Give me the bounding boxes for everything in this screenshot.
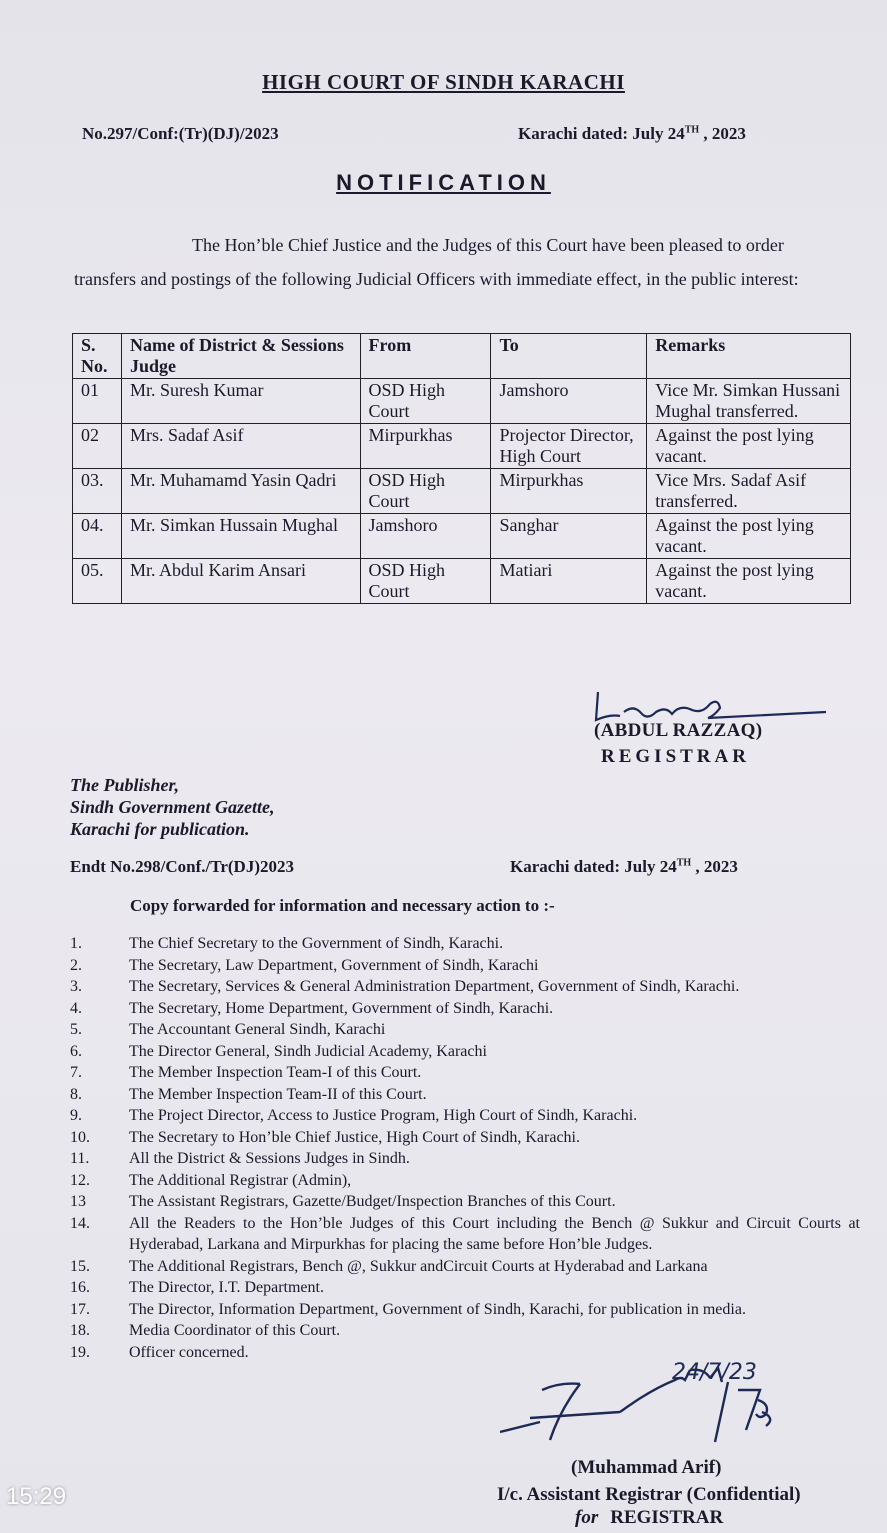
list-item-number: 11. — [70, 1150, 90, 1167]
table-header-row — [73, 334, 851, 379]
publisher-address: The Publisher, Sindh Government Gazette, Karachi for publication. — [70, 775, 275, 839]
registrar-title: REGISTRAR — [601, 746, 750, 767]
list-item — [70, 1041, 860, 1063]
list-item — [70, 1127, 860, 1149]
transfers-table — [72, 333, 851, 604]
list-item-number: 10. — [70, 1128, 90, 1146]
list-item-text: The Chief Secretary to the Government of Sindh, Karachi. — [129, 935, 504, 952]
endorsement-ref-no: Endt No.298/Conf./Tr(DJ)2023 — [70, 857, 294, 876]
table-row: 03. Mr. Muhamamd Yasin Qadri OSD High Court Mirpurkhas Vice Mrs. Sadaf Asif transferred. — [73, 469, 851, 514]
list-item — [70, 1062, 860, 1084]
list-item — [70, 1213, 860, 1256]
list-item-text: The Director, Information Department, Government of Sindh, Karachi, for publication in media. — [129, 1300, 746, 1318]
list-item-number: 15. — [70, 1257, 90, 1275]
list-item-number: 16. — [70, 1279, 90, 1296]
table-row: 04. Mr. Simkan Hussain Mughal Jamshoro Sanghar Against the post lying vacant. — [73, 514, 851, 559]
list-item — [70, 1256, 860, 1278]
list-item-text: All the District & Sessions Judges in Sindh. — [129, 1150, 410, 1167]
table-row: 05. Mr. Abdul Karim Ansari OSD High Court Matiari Against the post lying vacant. — [73, 559, 851, 604]
list-item-text: The Assistant Registrars, Gazette/Budget/Inspection Branches of this Court. — [129, 1193, 616, 1210]
list-item-number: 6. — [70, 1042, 82, 1060]
list-item — [70, 1299, 860, 1321]
assistant-registrar-title: I/c. Assistant Registrar (Confidential) — [497, 1484, 801, 1505]
list-item-number: 3. — [70, 978, 82, 995]
list-item-text: Officer concerned. — [129, 1343, 249, 1361]
list-item-number: 19. — [70, 1343, 90, 1361]
list-item-text: The Secretary, Law Department, Government of Sindh, Karachi — [129, 956, 539, 974]
list-item-text: The Secretary to Hon’ble Chief Justice, High Court of Sindh, Karachi. — [129, 1128, 580, 1146]
list-item-number: 1. — [70, 935, 82, 952]
list-item — [70, 976, 860, 998]
notification-ref-no: No.297/Conf:(Tr)(DJ)/2023 — [82, 124, 279, 143]
list-item-text: Media Coordinator of this Court. — [129, 1322, 341, 1339]
list-item-text: The Accountant General Sindh, Karachi — [129, 1021, 386, 1038]
list-item-number: 17. — [70, 1300, 90, 1318]
list-item-number: 7. — [70, 1064, 82, 1081]
list-item-number: 4. — [70, 999, 82, 1017]
col-name: Name of District & Sessions Judge — [121, 334, 360, 379]
col-to: To — [491, 334, 647, 379]
assistant-registrar-name: (Muhammad Arif) — [571, 1457, 722, 1478]
list-item-number: 2. — [70, 956, 82, 974]
table-row: 02 Mrs. Sadaf Asif Mirpurkhas Projector Director, High Court Against the post lying vacant. — [73, 424, 851, 469]
list-item-number: 9. — [70, 1107, 82, 1124]
list-item-text: The Director General, Sindh Judicial Academy, Karachi — [129, 1042, 487, 1060]
col-from: From — [360, 334, 491, 379]
court-title: HIGH COURT OF SINDH KARACHI — [262, 70, 625, 94]
notification-date: Karachi dated: July 24TH , 2023 — [518, 124, 746, 143]
col-remarks: Remarks — [647, 334, 851, 379]
for-registrar: for REGISTRAR — [575, 1507, 724, 1528]
copy-forwarded-heading: Copy forwarded for information and necessary action to :- — [130, 896, 555, 915]
list-item — [70, 1191, 860, 1213]
list-item-text: The Additional Registrars, Bench @, Sukkur andCircuit Courts at Hyderabad and Larkana — [129, 1257, 708, 1275]
list-item — [70, 1170, 860, 1192]
list-item-text: The Member Inspection Team-I of this Court. — [129, 1064, 422, 1081]
list-item-text: The Secretary, Home Department, Government of Sindh, Karachi. — [129, 999, 554, 1017]
list-item-text: The Project Director, Access to Justice Program, High Court of Sindh, Karachi. — [129, 1107, 638, 1124]
list-item-text: The Member Inspection Team-II of this Court. — [129, 1085, 427, 1103]
list-item-text: The Director, I.T. Department. — [129, 1279, 324, 1296]
notification-heading: NOTIFICATION — [336, 170, 551, 195]
list-item-number: 18. — [70, 1322, 90, 1339]
list-item — [70, 955, 860, 977]
list-item — [70, 1084, 860, 1106]
list-item — [70, 1148, 860, 1170]
list-item-number: 13 — [70, 1193, 86, 1210]
list-item — [70, 998, 860, 1020]
list-item-text: The Secretary, Services & General Administration Department, Government of Sindh, Karachi. — [129, 978, 740, 995]
list-item-text: All the Readers to the Hon’ble Judges of this Court including the Bench @ Sukkur and Circuit Courts at Hyderabad, Larkana and Mirpurkhas for placing the same before Hon’ble Judges. — [129, 1214, 860, 1253]
status-bar-time: 15:29 — [6, 1483, 67, 1510]
handwritten-date: 24/7/23 — [672, 1360, 757, 1385]
list-item-number: 8. — [70, 1085, 82, 1103]
notification-body: The Hon’ble Chief Justice and the Judges of this Court have been pleased to order transfers and postings of the following Judicial Officers with immediate effect, in the public interest: — [74, 235, 799, 289]
list-item-number: 12. — [70, 1171, 90, 1189]
registrar-name: (ABDUL RAZZAQ) — [594, 720, 763, 741]
list-item-number: 14. — [70, 1214, 90, 1232]
list-item — [70, 1320, 860, 1342]
list-item-number: 5. — [70, 1021, 82, 1038]
table-row: 01 Mr. Suresh Kumar OSD High Court Jamshoro Vice Mr. Simkan Hussani Mughal transferred. — [73, 379, 851, 424]
list-item — [70, 1277, 860, 1299]
list-item — [70, 1019, 860, 1041]
col-sno: S. No. — [73, 334, 122, 379]
list-item — [70, 1105, 860, 1127]
endorsement-date: Karachi dated: July 24TH , 2023 — [510, 857, 738, 876]
distribution-list — [70, 933, 860, 1363]
list-item — [70, 933, 860, 955]
list-item-text: The Additional Registrar (Admin), — [129, 1171, 352, 1189]
